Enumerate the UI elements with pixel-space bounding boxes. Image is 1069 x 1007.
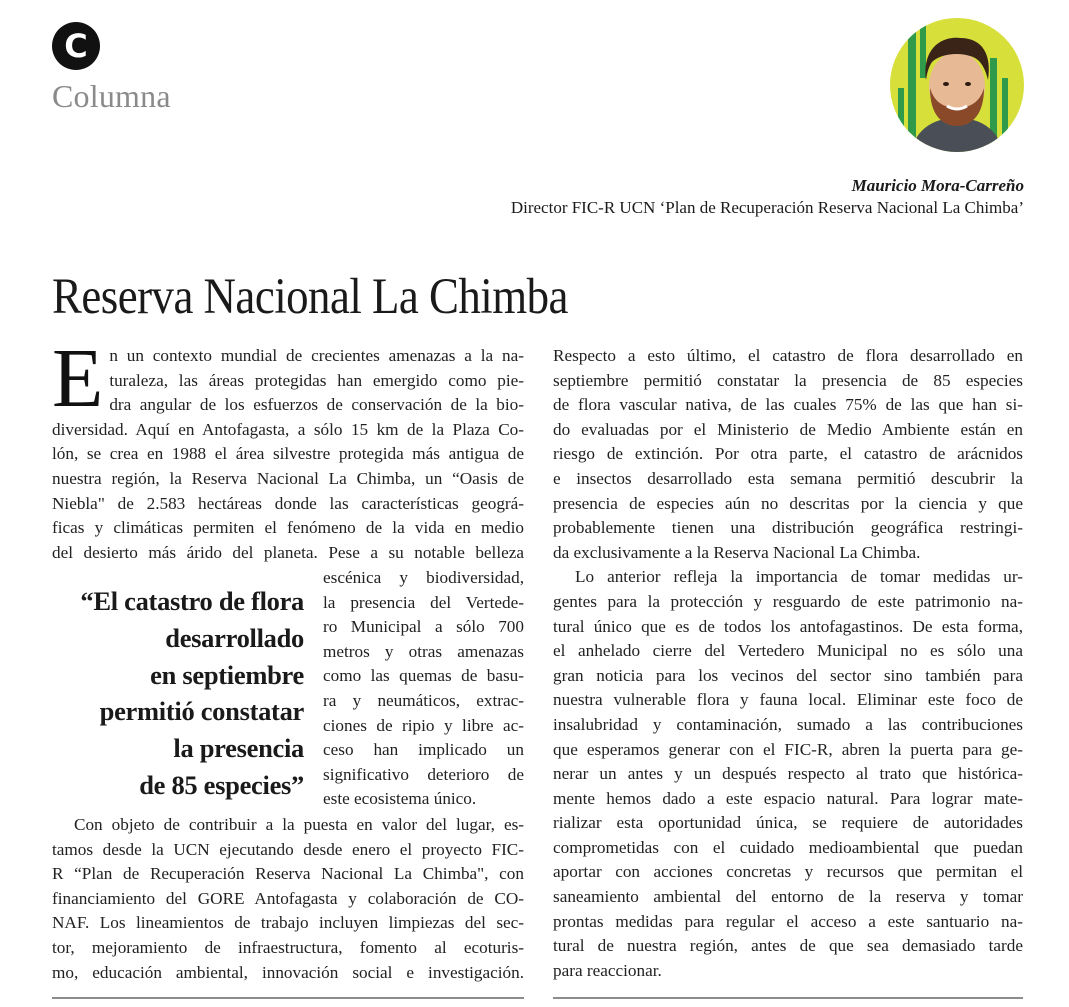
- text-line: lón, se crea en 1988 el área silvestre protegida más antigua de: [52, 444, 524, 464]
- text-line: ciones de ripio y libre ac-: [323, 715, 524, 735]
- article-headline: Reserva Nacional La Chimba: [52, 269, 568, 325]
- text-line: dra angular de los esfuerzos de conservación de la bio-: [109, 395, 524, 415]
- text-line: diversidad. Aquí en Antofagasta, a sólo 15 km de la Plaza Co-: [52, 419, 524, 439]
- right-column: [553, 344, 1023, 983]
- text-line: tural único que es de todos los antofagastinos. De esta forma,: [553, 616, 1023, 636]
- left-column-intro: [52, 332, 524, 565]
- text-line: ra y neumáticos, extrac-: [323, 690, 524, 710]
- text-line: turaleza, las áreas protegidas han emergido como pie-: [109, 370, 524, 390]
- text-line: mente hemos dado a este espacio natural. Para lograr mate-: [553, 788, 1023, 808]
- author-role: Director FIC-R UCN ‘Plan de Recuperación Reserva Nacional La Chimba’: [510, 198, 1024, 217]
- text-line: R “Plan de Recuperación Reserva Nacional La Chimba", con: [52, 864, 524, 884]
- text-line: da exclusivamente a la Reserva Nacional La Chimba.: [553, 542, 921, 562]
- left-column-paragraph-2: [52, 813, 524, 985]
- author-avatar: [890, 18, 1024, 152]
- text-line: rializar esta oportunidad única, se requiere de autoridades: [553, 813, 1023, 833]
- author-byline: [511, 175, 1024, 219]
- text-line: como las quemas de basu-: [323, 666, 524, 686]
- text-line: presencia de especies aún no descritas por la ciencia y que: [553, 493, 1023, 513]
- text-line: del desierto más árido del planeta. Pese a su notable belleza: [52, 542, 524, 562]
- text-line: nuestra vulnerable flora y fauna local. Eliminar este foco de: [553, 690, 1023, 710]
- text-line: insalubridad y contaminación, sumado a las contribuciones: [553, 714, 1023, 734]
- left-bottom-rule: [52, 997, 524, 999]
- text-line: e insectos desarrollado esta semana permitió descubrir la: [553, 468, 1023, 488]
- text-line: Lo anterior refleja la importancia de tomar medidas ur-: [575, 567, 1023, 587]
- drop-cap: E: [52, 332, 104, 425]
- text-line: Con objeto de contribuir a la puesta en valor del lugar, es-: [74, 815, 524, 834]
- pull-quote-line: “El catastro de flora: [80, 586, 304, 616]
- text-line: n un contexto mundial de crecientes amenazas a la na-: [109, 346, 524, 365]
- text-line: que esperamos generar con el FIC-R, abren la puerta para ge-: [553, 739, 1023, 759]
- column-badge-icon: C: [52, 22, 100, 70]
- right-bottom-rule: [553, 997, 1023, 999]
- text-line: significativo deterioro de: [323, 764, 524, 784]
- pull-quote-line: permitió constatar: [99, 696, 304, 727]
- text-line: nuestra región, la Reserva Nacional La Chimba, un “Oasis de: [52, 468, 524, 488]
- pull-quote: [52, 583, 304, 804]
- pull-quote-line: de 85 especies”: [139, 769, 304, 800]
- text-line: saneamiento ambiental del entorno de la reserva y tomar: [553, 887, 1023, 907]
- pull-quote-line: la presencia: [173, 733, 304, 764]
- text-line: escénica y biodiversidad,: [323, 568, 524, 587]
- author-name: Mauricio Mora-Carreño: [851, 176, 1024, 195]
- text-line: financiamiento del GORE Antofagasta y colaboración de CO-: [52, 888, 524, 908]
- text-line: Niebla" de 2.583 hectáreas donde las características geográ-: [52, 493, 524, 513]
- text-line: la presencia del Vertede-: [323, 592, 524, 612]
- text-line: metros y otras amenazas: [323, 641, 524, 661]
- text-line: tamos desde la UCN ejecutando desde enero el proyecto FIC-: [52, 839, 524, 859]
- text-line: Respecto a esto último, el catastro de flora desarrollado en: [553, 346, 1023, 365]
- text-line: ceso han implicado un: [323, 740, 524, 760]
- text-line: do evaluadas por el Ministerio de Medio Ambiente están en: [553, 419, 1023, 439]
- text-line: ficas y climáticas permiten el fenómeno de la vida en medio: [52, 518, 524, 538]
- text-line: comprometidas con el cuidado medioambiental que puedan: [553, 837, 1023, 857]
- text-line: mo, educación ambiental, innovación social e investigación.: [52, 962, 524, 982]
- text-line: NAF. Los lineamientos de trabajo incluyen limpiezas del sec-: [52, 913, 524, 933]
- pull-quote-line: en septiembre: [150, 659, 304, 690]
- text-line: tural de nuestra región, antes de que sea demasiado tarde: [553, 936, 1023, 956]
- narrow-column: [323, 566, 524, 812]
- text-line: el anhelado cierre del Vertedero Municipal no es sólo una: [553, 641, 1023, 661]
- text-line: aportar con acciones concretas y recursos que permitan el: [553, 862, 1023, 882]
- text-line: de flora vascular nativa, de las cuales 75% de las que han si-: [553, 395, 1023, 415]
- author-photo-icon: [890, 18, 1024, 152]
- text-line: tor, mejoramiento de infraestructura, fomento al ecoturis-: [52, 937, 524, 957]
- text-line: probablemente tienen una distribución geográfica restringi-: [553, 518, 1023, 538]
- section-label: Columna: [52, 78, 171, 114]
- text-line: para reaccionar.: [553, 960, 662, 980]
- text-line: ro Municipal a sólo 700: [323, 617, 524, 637]
- text-line: prontas medidas para regular el acceso a este santuario na-: [553, 911, 1023, 931]
- text-line: nerar un antes y un después respecto al trato que histórica-: [553, 764, 1023, 784]
- text-line: riesgo de extinción. Por otra parte, el catastro de arácnidos: [553, 444, 1023, 464]
- text-line: septiembre permitió constatar la presencia de 85 especies: [553, 370, 1023, 390]
- text-line: este ecosistema único.: [323, 789, 477, 809]
- pull-quote-line: desarrollado: [165, 622, 304, 653]
- text-line: gentes para la protección y resguardo de este patrimonio na-: [553, 591, 1023, 611]
- text-line: gran noticia para los vecinos del sector sino también para: [553, 665, 1023, 685]
